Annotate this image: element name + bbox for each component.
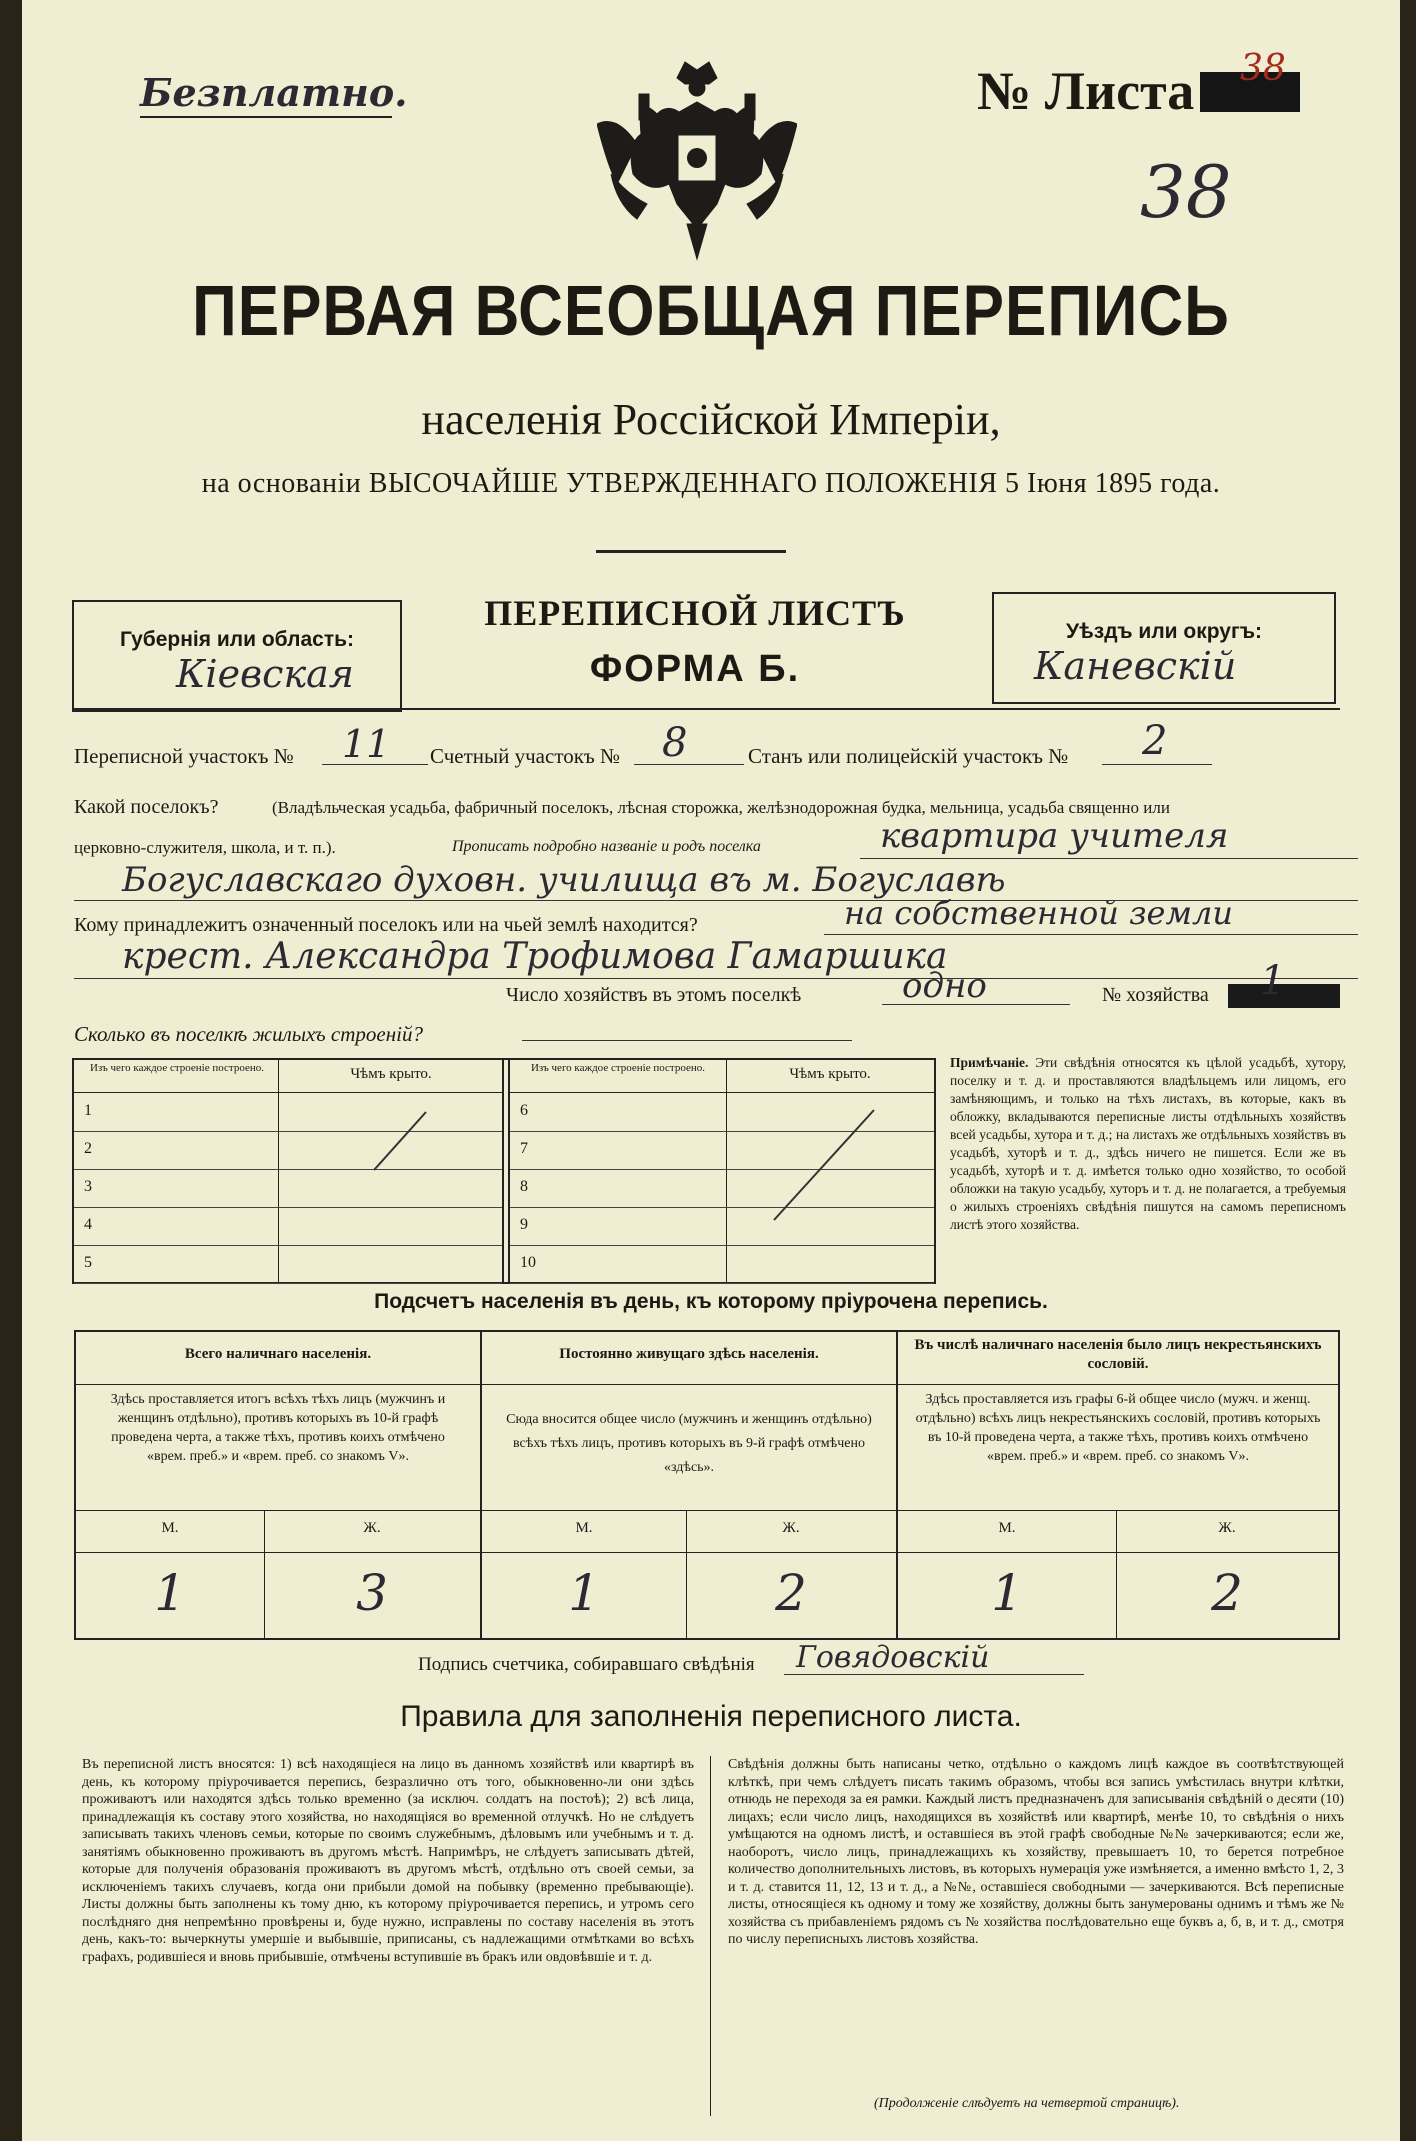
pt-mf-line <box>76 1552 1338 1553</box>
households-label: Число хозяйствъ въ этомъ поселкѣ <box>506 984 802 1006</box>
household-number-label: № хозяйства <box>1102 984 1209 1006</box>
pt-m-label-3: М. <box>998 1520 1016 1536</box>
stan-value: 2 <box>1142 718 1168 764</box>
stan-label: Станъ или полицейскій участокъ № <box>748 744 1069 768</box>
main-title: ПЕРВАЯ ВСЕОБЩАЯ ПЕРЕПИСЬ <box>192 271 1230 352</box>
note <box>950 1054 1346 1234</box>
buildings-row-number: 2 <box>84 1140 92 1157</box>
rules-title: Правила для заполненія переписного листа. <box>400 1700 1022 1733</box>
rules-divider <box>710 1756 711 2116</box>
sub-title: населенія Россійской Имперіи, <box>421 395 1001 444</box>
buildings-row-number: 10 <box>520 1254 536 1271</box>
rules-left: Въ переписной листъ вносятся: 1) всѣ находящіеся на лицо въ данномъ хозяйствѣ или квартирѣ въ день, къ которому пріурочивается перепись, безразлично отъ того, обыкновенно-ли они здѣсь проживаютъ или находятся здѣсь только временно (за исключ. солдатъ на постоѣ); 2) всѣ лица, принадлежащія къ составу этого хозяйства, но находящіяся во временной отлучкѣ. Но не слѣдуетъ записывать такихъ членовъ семьи, которые по своимъ служебнымъ, дѣловымъ или учебнымъ и т. д. занятіямъ обыкновенно проживаютъ въ другомъ мѣстѣ. Напримѣръ, не слѣдуетъ записывать дѣтей, которые для полученія образованія проживаютъ въ другомъ мѣстѣ, отдѣльно отъ своей семьи, за исключеніемъ такихъ случаевъ, когда они прибыли домой на побывку (временно пребывающіе). Листы должны быть заполнены къ тому дню, къ которому пріурочивается перепись, и утромъ сего послѣдняго дня непремѣнно провѣрены и, буде нужно, исправлены по составу населенія въ этотъ день, какъ-то: вычеркнуты умершіе и выбывшіе, приписаны, съ надлежащими отмѣтками во всѣхъ графахъ, родившіеся и вновь прибывшіе, отмѣчены вступившіе въ бракъ или овдовѣвшіе и т. д. <box>82 1757 694 1965</box>
bt-roof-header-left: Чѣмъ крыто. <box>350 1066 432 1082</box>
pt-m-label-2: М. <box>575 1520 593 1536</box>
free-underline <box>140 116 392 118</box>
owner-value-1: на собственной земли <box>844 894 1233 932</box>
note-text: Эти свѣдѣнія относятся къ цѣлой усадьбѣ, хутору, поселку и т. д. и проставляются владѣльцемъ или лицомъ, его замѣняющимъ, и только на тѣхъ листахъ, въ которые, какъ въ обложку, вкладываются переписные листы отдѣльныхъ хозяйствъ всей усадьбы, хутора и т. д.; на листахъ же отдѣльныхъ хозяйствъ въ усадьбѣ, хуторѣ и т. д., здѣсь ничего не пишется. Если же въ усадьбѣ, хуторѣ и т. д. имѣется только одно хозяйство, то особой обложки на такую усадьбу, хуторъ и т. д. не полагается, а требуемыя о жилыхъ строеніяхъ свѣдѣнія пишутся на самомъ переписномъ листѣ этого хозяйства. <box>950 1055 1346 1232</box>
owner-value-2: крест. Александра Трофимова Гамаршика <box>122 936 948 977</box>
pt-f-label-2: Ж. <box>782 1520 800 1536</box>
stan-line <box>1102 764 1212 765</box>
pt-col2-head: Постоянно живущаго здѣсь населенія. <box>559 1346 819 1362</box>
pt-m-label-1: М. <box>161 1520 179 1536</box>
buildings-question: Сколько въ поселкѣ жилыхъ строеній? <box>74 1022 423 1046</box>
count-area-value: 8 <box>662 720 688 766</box>
buildings-row-number: 9 <box>520 1216 528 1233</box>
pt-col3-desc: Здѣсь проставляется изъ графы 6-й общее число (мужч. и женщ. отдѣльно) всѣхъ лицъ некрестьянскихъ сословій, противъ которыхъ въ 10-й проведена черта, а также тѣхъ, противъ коихъ отмѣчено «врем. преб.» и «врем. преб. со знакомъ V». <box>915 1392 1321 1464</box>
form-header-baseline <box>72 708 1340 710</box>
free-label: Безплатно. <box>140 70 408 115</box>
buildings-row-number: 8 <box>520 1178 528 1195</box>
sheet-number-handwritten: 38 <box>1140 150 1232 234</box>
buildings-table <box>72 1058 936 1284</box>
buildings-row-number: 5 <box>84 1254 92 1271</box>
population-title: Подсчетъ населенія въ день, къ которому пріурочена перепись. <box>374 1290 1048 1313</box>
pt-f-label-1: Ж. <box>363 1520 381 1536</box>
pt-col3-head: Въ числѣ наличнаго населенія было лицъ некрестьянскихъ сословій. <box>914 1337 1322 1372</box>
pt-f-label-3: Ж. <box>1218 1520 1236 1536</box>
uezd-box <box>992 592 1336 704</box>
owner-question: Кому принадлежитъ означенный поселокъ или на чьей землѣ находится? <box>74 914 698 936</box>
pt-value-f-2: 2 <box>775 1564 807 1622</box>
double-headed-eagle-icon <box>597 54 797 264</box>
uezd-value: Каневскій <box>1034 644 1237 688</box>
bt-material-header-right: Изъ чего каждое строеніе построено. <box>530 1062 706 1074</box>
signature-value: Говядовскій <box>796 1640 990 1675</box>
census-area-label: Переписной участокъ № <box>74 744 294 768</box>
settlement-value-1: квартира учителя <box>880 816 1229 856</box>
form-title: ПЕРЕПИСНОЙ ЛИСТЪ <box>484 593 906 633</box>
settlement-instruction: Прописать подробно названіе и родъ поселка <box>452 838 761 855</box>
population-table <box>74 1330 1340 1640</box>
count-area-line <box>634 764 744 765</box>
settlement-question: Какой поселокъ? <box>74 796 219 818</box>
pt-col1-desc: Здѣсь проставляется итогъ всѣхъ тѣхъ лицъ (мужчинъ и женщинъ отдѣльно), противъ которыхъ въ 10-й графѣ проведена черта, а также тѣхъ, противъ коихъ отмѣчено «врем. преб.» и «врем. преб. со знакомъ V». <box>110 1392 446 1464</box>
settlement-hint: (Владѣльческая усадьба, фабричный поселокъ, лѣсная сторожка, желѣзнодорожная будка, мельница, усадьба священно или <box>272 798 1170 817</box>
sheet-number-label: № Листа <box>977 61 1195 121</box>
rules-continued: (Продолженіе слѣдуетъ на четвертой страницѣ). <box>874 2096 1180 2111</box>
sheet-number-value: 38 <box>1240 48 1286 89</box>
basis-line: на основаніи ВЫСОЧАЙШЕ УТВЕРЖДЕННАГО ПОЛОЖЕНІЯ 5 Іюня 1895 года. <box>201 468 1221 499</box>
pt-head-line <box>76 1384 1338 1385</box>
owner-line-2 <box>74 978 1358 979</box>
signature-label: Подпись счетчика, собиравшаго свѣдѣнія <box>418 1654 755 1675</box>
pt-col1-head: Всего наличнаго населенія. <box>184 1346 372 1362</box>
bt-material-header-left: Изъ чего каждое строеніе построено. <box>89 1062 265 1074</box>
census-sheet <box>22 0 1400 2141</box>
uezd-label: Уѣздъ или округъ: <box>1065 620 1263 643</box>
pt-value-m-1: 1 <box>154 1564 186 1622</box>
note-title: Примѣчаніе. <box>950 1055 1029 1070</box>
bt-strike-marks <box>74 1060 934 1282</box>
census-area-value: 11 <box>342 722 391 766</box>
pt-value-m-3: 1 <box>991 1564 1023 1622</box>
pt-value-m-2: 1 <box>568 1564 600 1622</box>
settlement-line-1 <box>860 858 1358 859</box>
title-divider <box>596 550 786 553</box>
buildings-row-number: 7 <box>520 1140 528 1157</box>
rules-right: Свѣдѣнія должны быть написаны четко, отдѣльно о каждомъ лицѣ каждое въ соотвѣтствующей клѣткѣ, при чемъ слѣдуетъ писать такимъ образомъ, чтобы вся запись умѣстилась внутри клѣтки, отнюдь не переходя за ея рамки. Каждый листъ предназначенъ для записыванія свѣдѣній о десяти (10) лицахъ; если число лицъ, находящихся въ хозяйствѣ или квартирѣ, менѣе 10, то свѣдѣнія о нихъ умѣщаются на одномъ листѣ, и оставшіеся въ этой графѣ свободные №№ зачеркиваются; если же, наоборотъ, число лицъ, принадлежащихъ къ хозяйству, превышаетъ 10, то берется потребное количество дополнительныхъ листовъ, въ которыхъ нумерація уже измѣняется, а именно вмѣсто 1, 2, 3 и т. д. ставится 11, 12, 13 и т. д., а №№, оставшіеся свободными — зачеркиваются. Всѣ переписные листы, относящіеся къ одному и тому же хозяйству, должны быть занумерованы однимъ и тѣмъ же № хозяйства съ прибавленіемъ рядомъ съ № хозяйства послѣдовательно еще буквъ а, б, в, и т. д., смотря по числу переписныхъ листовъ хозяйства. <box>728 1757 1344 1947</box>
pt-value-f-1: 3 <box>356 1564 388 1622</box>
form-subtitle: ФОРМА Б. <box>589 648 801 690</box>
buildings-row-number: 4 <box>84 1216 92 1233</box>
buildings-row-number: 1 <box>84 1102 92 1119</box>
households-value: одно <box>902 966 987 1006</box>
count-area-label: Счетный участокъ № <box>430 744 621 768</box>
settlement-value-2: Богуславскаго духовн. училища въ м. Богуславѣ <box>122 860 1006 900</box>
pt-value-f-3: 2 <box>1211 1564 1243 1622</box>
buildings-row-number: 6 <box>520 1102 528 1119</box>
buildings-line <box>522 1040 852 1041</box>
buildings-row-number: 3 <box>84 1178 92 1195</box>
gubernia-box <box>72 600 402 712</box>
household-number-value: 1 <box>1260 958 1286 1004</box>
settlement-hint-2: церковно-служителя, школа, и т. п.). <box>74 838 336 857</box>
pt-desc-line <box>76 1510 1338 1511</box>
bt-roof-header-right: Чѣмъ крыто. <box>789 1066 871 1082</box>
pt-col2-desc: Сюда вносится общее число (мужчинъ и женщинъ отдѣльно) всѣхъ тѣхъ лицъ, противъ которыхъ въ 9-й графѣ отмѣчено «здѣсь». <box>506 1412 872 1475</box>
gubernia-label: Губернія или область: <box>119 628 355 651</box>
owner-line-1 <box>824 934 1358 935</box>
gubernia-value: Кіевская <box>176 652 354 696</box>
